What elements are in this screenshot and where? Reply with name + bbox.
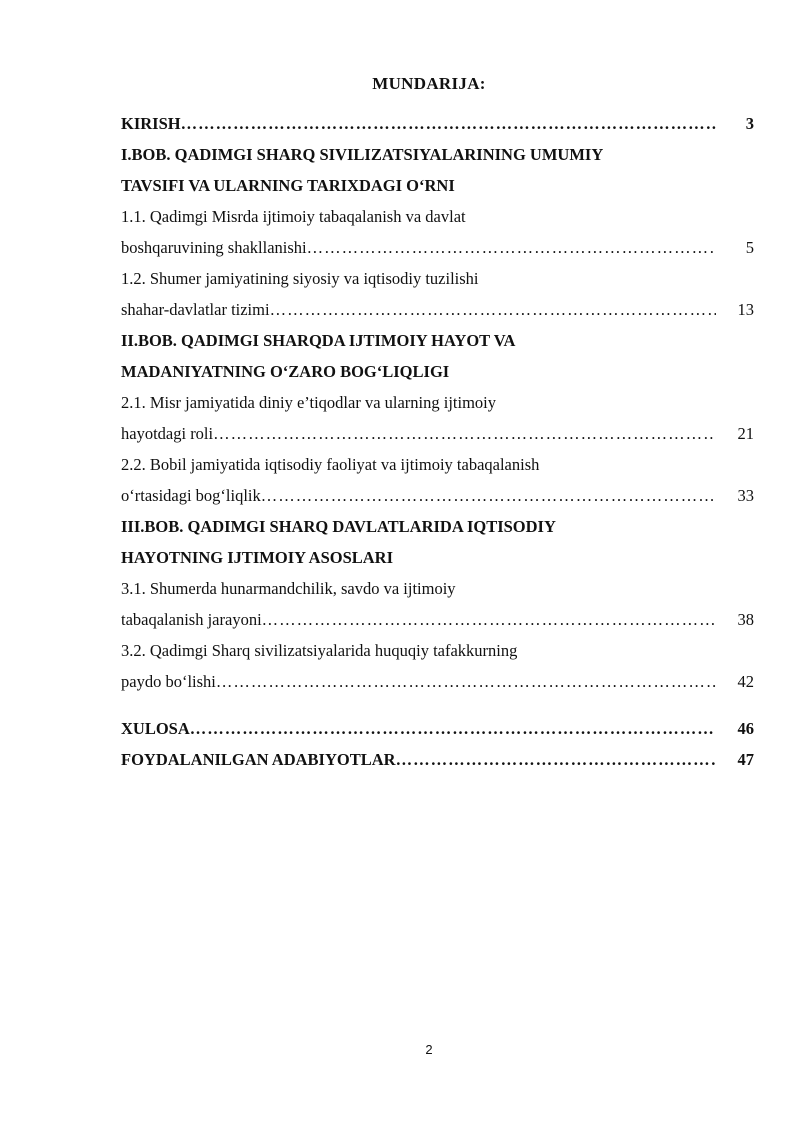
leader-dots <box>213 418 716 449</box>
leader-dots <box>270 294 716 325</box>
toc-title: MUNDARIJA: <box>372 74 486 93</box>
leader-dots <box>307 232 716 263</box>
toc-page-number: 42 <box>737 672 754 691</box>
chapter-3-heading-cont: HAYOTNING IJTIMOIY ASOSLARI <box>121 548 394 567</box>
toc-page-number: 46 <box>737 719 754 738</box>
toc-page-number: 33 <box>737 486 754 505</box>
toc-page-number: 13 <box>737 300 754 319</box>
toc-entry-label: boshqaruvining shakllanishi <box>121 238 307 257</box>
chapter-1-heading-cont: TAVSIFI VA ULARNING TARIXDAGI O‘RNI <box>121 176 455 195</box>
table-of-contents <box>121 108 754 775</box>
toc-entry-xulosa <box>121 713 754 744</box>
section-1-1-line1: 1.1. Qadimgi Misrda ijtimoiy tabaqalanish va davlat <box>121 207 466 226</box>
leader-dots <box>262 604 716 635</box>
chapter-1-heading: I.BOB. QADIMGI SHARQ SIVILIZATSIYALARINING UMUMIY <box>121 145 604 164</box>
toc-page-number: 38 <box>737 610 754 629</box>
chapter-2-heading: II.BOB. QADIMGI SHARQDA IJTIMOIY HAYOT VA <box>121 331 516 350</box>
toc-entry-2-2 <box>121 480 754 511</box>
toc-entry-kirish <box>121 108 754 139</box>
leader-dots <box>261 480 716 511</box>
chapter-3-heading: III.BOB. QADIMGI SHARQ DAVLATLARIDA IQTISODIY <box>121 517 556 536</box>
toc-entry-label: FOYDALANILGAN ADABIYOTLAR <box>121 750 396 769</box>
leader-dots <box>216 666 716 697</box>
toc-entry-label: hayotdagi roli <box>121 424 214 443</box>
leader-dots <box>190 713 716 744</box>
toc-entry-foydalanilgan-adabiyotlar <box>121 744 754 775</box>
section-2-1-line1: 2.1. Misr jamiyatida diniy e’tiqodlar va ularning ijtimoiy <box>121 393 497 412</box>
leader-dots <box>396 744 716 775</box>
section-3-2-line1: 3.2. Qadimgi Sharq sivilizatsiyalarida huquqiy tafakkurning <box>121 641 518 660</box>
chapter-2-heading-cont: MADANIYATNING O‘ZARO BOG‘LIQLIGI <box>121 362 450 381</box>
toc-entry-label: shahar-davlatlar tizimi <box>121 300 270 319</box>
toc-entry-1-2 <box>121 294 754 325</box>
toc-page-number: 5 <box>745 238 754 257</box>
toc-entry-2-1 <box>121 418 754 449</box>
section-2-2-line1: 2.2. Bobil jamiyatida iqtisodiy faoliyat va ijtimoiy tabaqalanish <box>121 455 540 474</box>
toc-page-number: 21 <box>737 424 754 443</box>
toc-entry-label: o‘rtasidagi bog‘liqlik <box>121 486 261 505</box>
toc-entry-label: KIRISH <box>121 114 181 133</box>
toc-page-number: 47 <box>737 750 754 769</box>
toc-page-number: 3 <box>745 114 754 133</box>
toc-entry-label: XULOSA <box>121 719 190 738</box>
page-number: 2 <box>425 1042 433 1057</box>
toc-entry-label: paydo bo‘lishi <box>121 672 216 691</box>
leader-dots <box>181 108 716 139</box>
section-3-1-line1: 3.1. Shumerda hunarmandchilik, savdo va ijtimoiy <box>121 579 456 598</box>
toc-entry-1-1 <box>121 232 754 263</box>
section-1-2-line1: 1.2. Shumer jamiyatining siyosiy va iqtisodiy tuzilishi <box>121 269 479 288</box>
toc-entry-3-1 <box>121 604 754 635</box>
toc-entry-label: tabaqalanish jarayoni <box>121 610 262 629</box>
toc-entry-3-2 <box>121 666 754 697</box>
